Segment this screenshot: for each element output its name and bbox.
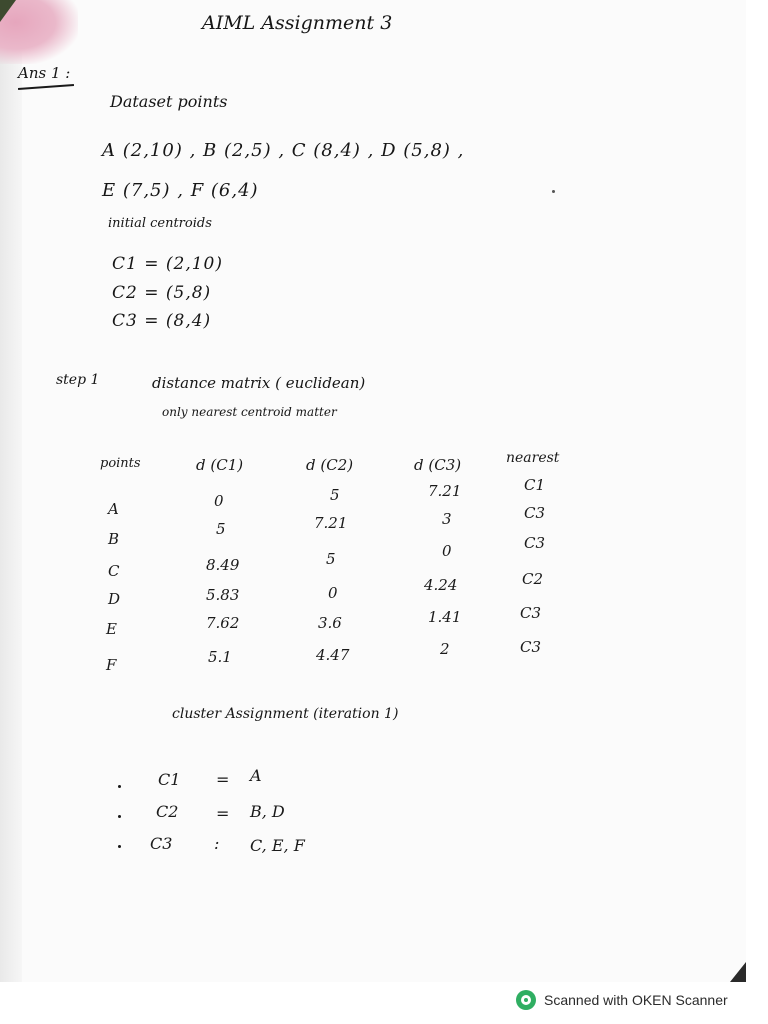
ink-dot: [552, 190, 555, 193]
table-cell: C3: [524, 534, 546, 552]
table-cell: 0: [214, 492, 224, 510]
table-cell: C3: [520, 604, 542, 622]
step-note: only nearest centroid matter: [162, 405, 337, 419]
assignment-separator: =: [216, 804, 230, 823]
table-cell: 3.6: [318, 614, 342, 632]
table-header-d2: d (C2): [306, 456, 354, 474]
assignment-members: A: [250, 766, 262, 785]
page-title: AIML Assignment 3: [202, 12, 393, 34]
centroid-c1: C1 = (2,10): [112, 254, 223, 274]
assignment-cluster: C2: [156, 802, 179, 821]
table-cell: 4.24: [424, 576, 458, 594]
table-cell: C2: [522, 570, 544, 588]
table-cell: 0: [442, 542, 452, 560]
scan-corner-top-left: [0, 0, 16, 22]
page-shadow-left: [0, 0, 22, 982]
step-heading: distance matrix ( euclidean): [152, 374, 366, 392]
table-cell: 5: [326, 550, 336, 568]
table-cell: 1.41: [428, 608, 462, 626]
points-line-2: E (7,5) , F (6,4): [102, 180, 259, 201]
table-header-points: points: [100, 456, 141, 471]
table-cell: 3: [442, 510, 452, 528]
table-header-d1: d (C1): [196, 456, 244, 474]
table-cell: 5.1: [208, 648, 232, 666]
scanner-watermark: [516, 990, 728, 1010]
table-header-nearest: nearest: [506, 450, 560, 466]
table-cell: C3: [520, 638, 542, 656]
step-label: step 1: [56, 372, 100, 388]
table-cell: E: [106, 620, 117, 638]
assignment-separator: =: [216, 770, 230, 789]
centroid-c2: C2 = (5,8): [112, 283, 212, 303]
table-cell: 7.62: [206, 614, 240, 632]
assignment-separator: :: [214, 834, 220, 853]
oken-scanner-logo-icon: [516, 990, 536, 1010]
table-cell: A: [108, 500, 119, 518]
table-cell: B: [108, 530, 120, 548]
table-cell: 5: [216, 520, 226, 538]
table-cell: 2: [440, 640, 450, 658]
cluster-heading: cluster Assignment (iteration 1): [172, 706, 399, 722]
assignment-members: B, D: [250, 802, 285, 821]
table-cell: C: [108, 562, 120, 580]
assignment-members: C, E, F: [250, 836, 305, 855]
table-cell: 7.21: [314, 514, 348, 532]
table-cell: 4.47: [316, 646, 350, 664]
table-cell: D: [108, 590, 121, 608]
table-cell: 5.83: [206, 586, 240, 604]
table-cell: 0: [328, 584, 338, 602]
assignment-cluster: C1: [158, 770, 181, 789]
scan-corner-bottom-right: [730, 962, 746, 982]
assignment-cluster: C3: [150, 834, 173, 853]
centroid-c3: C3 = (8,4): [112, 311, 212, 331]
table-header-d3: d (C3): [414, 456, 462, 474]
question-label: Ans 1 :: [18, 64, 71, 82]
table-cell: C1: [524, 476, 546, 494]
bullet-point: [118, 845, 121, 848]
table-cell: 8.49: [206, 556, 240, 574]
table-cell: 7.21: [428, 482, 462, 500]
table-cell: 5: [330, 486, 340, 504]
initial-centroids-heading: initial centroids: [108, 216, 212, 231]
table-cell: C3: [524, 504, 546, 522]
scanner-watermark-text: Scanned with OKEN Scanner: [544, 992, 728, 1008]
bullet-point: [118, 815, 121, 818]
dataset-heading: Dataset points: [110, 92, 228, 111]
points-line-1: A (2,10) , B (2,5) , C (8,4) , D (5,8) ,: [102, 140, 465, 161]
bullet-point: [118, 785, 121, 788]
table-cell: F: [106, 656, 117, 674]
